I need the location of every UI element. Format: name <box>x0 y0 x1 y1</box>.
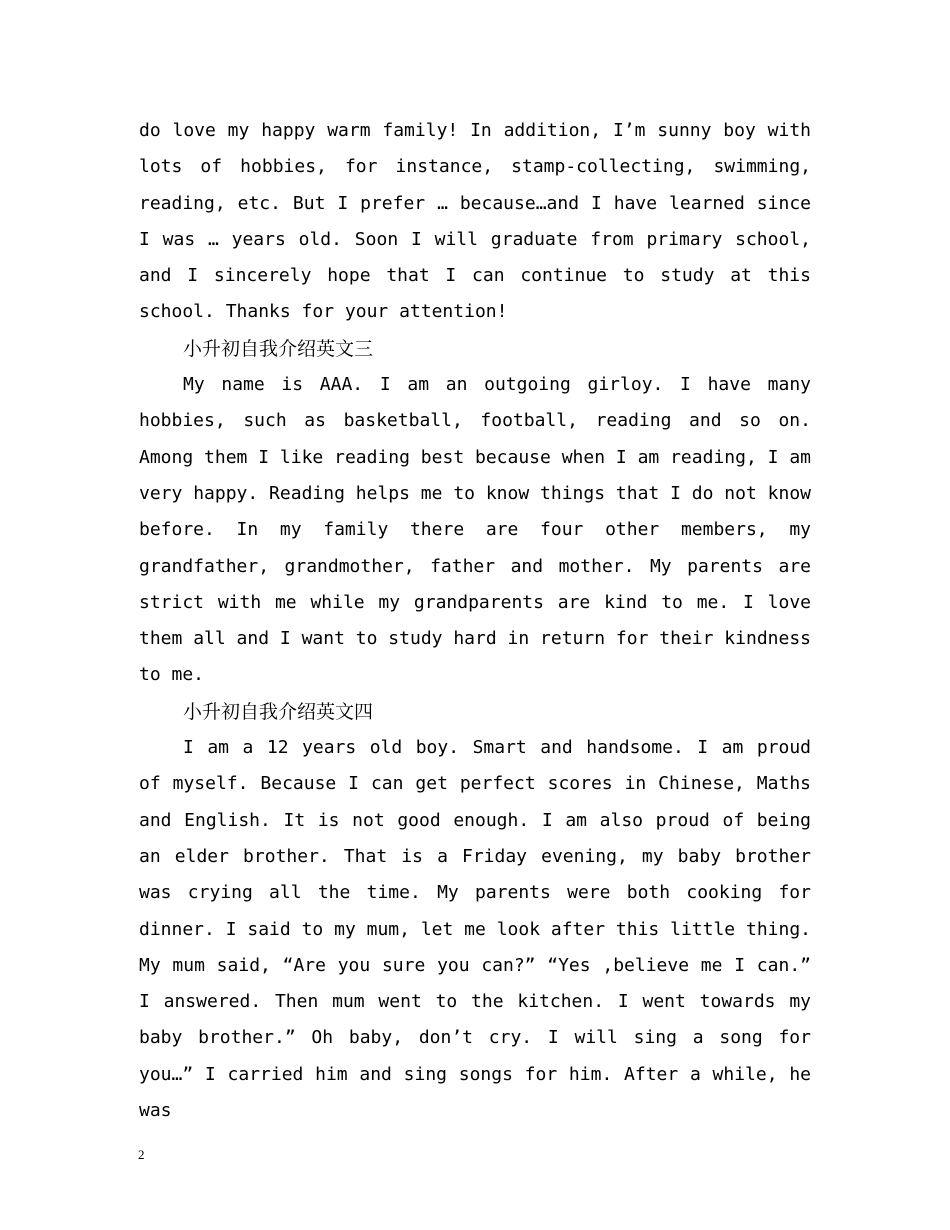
section-heading-four: 小升初自我介绍英文四 <box>183 700 374 723</box>
paragraph-self-intro-four: I am a 12 years old boy. Smart and handsome. I am proud of myself. Because I can get perfect scores in Chinese, Maths and English. It is not good enough. I am also proud of being an elder brother. That is a Friday evening, my baby brother was crying all the time. My parents were both cooking for dinner. I said to my mum, let me look after this little thing. My mum said, “Are you sure you can?” “Yes ,believe me I can.” I answered. Then mum went to the kitchen. I went towards my baby brother.” Oh baby, don’t cry. I will sing a song for you…” I carried him and sing songs for him. After a while, he was <box>139 737 811 1122</box>
page-number: 2 <box>138 1147 145 1162</box>
paragraph-family-hobbies: do love my happy warm family! In addition, I’m sunny boy with lots of hobbies, for instance, stamp-collecting, swimming, reading, etc. But I prefer … because…and I have learned since I was … years old. Soon I will graduate from primary school, and I sincerely hope that I can continue to study at this school. Thanks for your attention! <box>139 120 811 323</box>
page-content <box>139 113 811 1129</box>
section-heading-three: 小升初自我介绍英文三 <box>183 337 374 360</box>
paragraph-self-intro-three: My name is AAA. I am an outgoing girloy. I have many hobbies, such as basketball, football, reading and so on. Among them I like reading best because when I am reading, I am very happy. Reading helps me to know things that I do not know before. In my family there are four other members, my grandfather, grandmother, father and mother. My parents are strict with me while my grandparents are kind to me. I love them all and I want to study hard in return for their kindness to me. <box>139 374 811 686</box>
